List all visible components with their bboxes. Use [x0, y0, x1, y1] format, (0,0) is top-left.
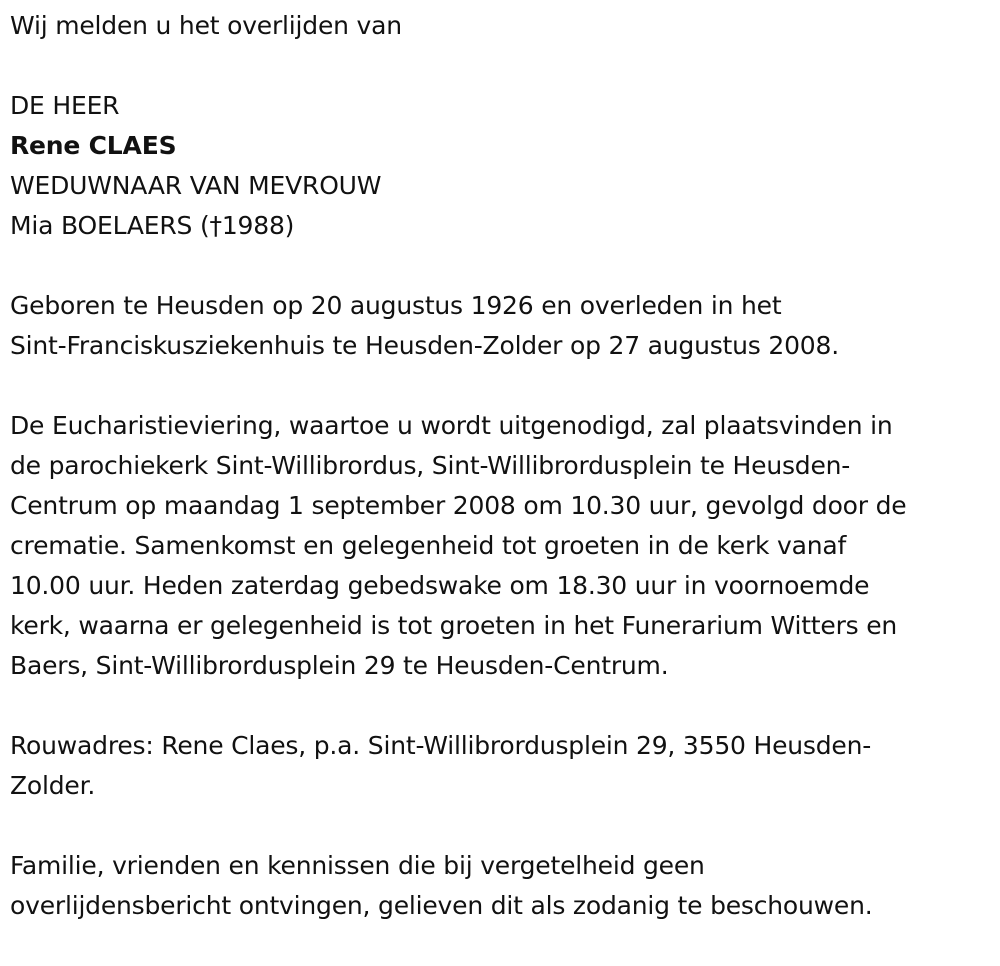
- ceremony-paragraph: [10, 406, 990, 686]
- spouse-death-year: 1988): [221, 211, 295, 240]
- widower-of: WEDUWNAAR VAN MEVROUW: [10, 171, 382, 200]
- paragraph-line: Centrum op maandag 1 september 2008 om 10.30 uur, gevolgd door de: [10, 491, 907, 520]
- paragraph-line: de parochiekerk Sint-Willibrordus, Sint-Willibrordusplein te Heusden-: [10, 451, 851, 480]
- address-paragraph: [10, 726, 990, 806]
- paragraph-line: Familie, vrienden en kennissen die bij vergetelheid geen: [10, 851, 705, 880]
- spacer: [10, 806, 990, 846]
- spacer: [10, 46, 990, 86]
- spacer: [10, 246, 990, 286]
- paragraph-line: kerk, waarna er gelegenheid is tot groeten in het Funerarium Witters en: [10, 611, 898, 640]
- paragraph-line: 10.00 uur. Heden zaterdag gebedswake om 18.30 uur in voornoemde: [10, 571, 870, 600]
- spouse-line: [10, 206, 990, 246]
- spacer: [10, 366, 990, 406]
- deceased-name: Rene CLAES: [10, 131, 177, 160]
- paragraph-line: Rouwadres: Rene Claes, p.a. Sint-Willibrordusplein 29, 3550 Heusden-: [10, 731, 872, 760]
- deceased-block: [10, 86, 990, 246]
- title-prefix: DE HEER: [10, 91, 120, 120]
- paragraph-line: Geboren te Heusden op 20 augustus 1926 en overleden in het: [10, 291, 782, 320]
- closing-paragraph: [10, 846, 990, 926]
- cross-icon: †: [209, 211, 222, 240]
- paragraph-line: overlijdensbericht ontvingen, gelieven dit als zodanig te beschouwen.: [10, 891, 873, 920]
- paragraph-line: Sint-Franciskusziekenhuis te Heusden-Zolder op 27 augustus 2008.: [10, 331, 839, 360]
- paragraph-line: Baers, Sint-Willibrordusplein 29 te Heusden-Centrum.: [10, 651, 669, 680]
- intro-line: Wij melden u het overlijden van: [10, 11, 402, 40]
- paragraph-line: De Eucharistieviering, waartoe u wordt uitgenodigd, zal plaatsvinden in: [10, 411, 893, 440]
- birth-death-paragraph: [10, 286, 990, 366]
- paragraph-line: Zolder.: [10, 771, 96, 800]
- paragraph-line: crematie. Samenkomst en gelegenheid tot groeten in de kerk vanaf: [10, 531, 847, 560]
- spacer: [10, 686, 990, 726]
- spouse-name: Mia BOELAERS (: [10, 211, 210, 240]
